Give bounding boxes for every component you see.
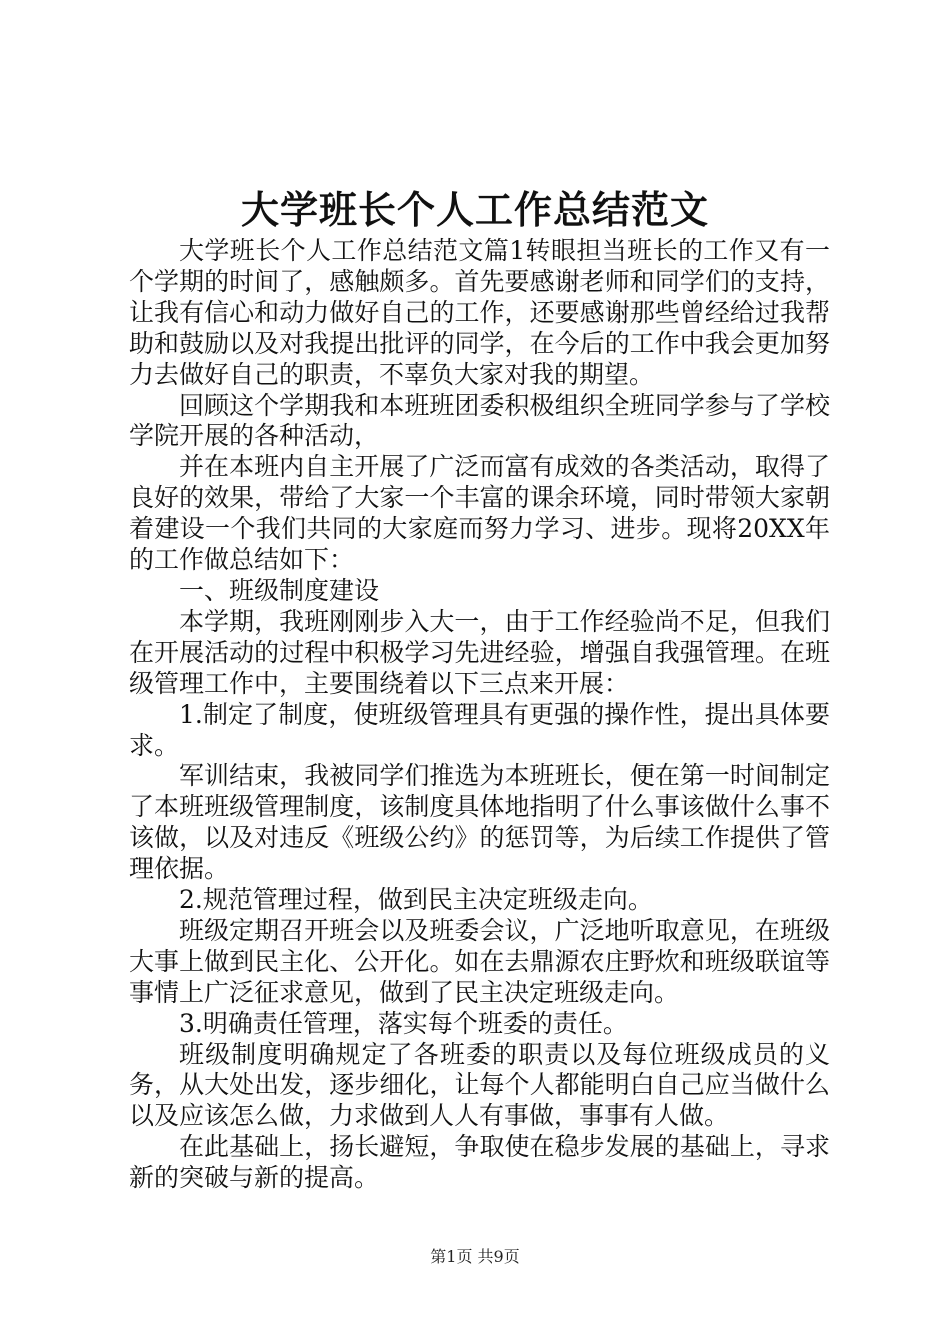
- section-heading-1: 一、班级制度建设: [179, 575, 380, 605]
- document-title: 大学班长个人工作总结范文: [240, 187, 709, 232]
- paragraph-semester: 本学期，我班刚刚步入大一，由于工作经验尚不足，但我们在开展活动的过程中积极学习先进经验，增强自我强管理。在班级管理工作中，主要围绕着以下三点来开展：: [129, 606, 830, 698]
- document-body: [129, 236, 830, 1194]
- page-footer: 第1页 共9页: [430, 1247, 520, 1266]
- paragraph-activities: 并在本班内自主开展了广泛而富有成效的各类活动，取得了良好的效果，带给了大家一个丰富的课余环境，同时带领大家朝着建设一个我们共同的大家庭而努力学习、进步。现将20XX年的工作做总结如下：: [129, 452, 830, 575]
- paragraph-review: 回顾这个学期我和本班班团委积极组织全班同学参与了学校学院开展的各种活动，: [129, 390, 830, 451]
- paragraph-duties: 班级制度明确规定了各班委的职责以及每位班级成员的义务，从大处出发，逐步细化，让每个人都能明白自己应当做什么以及应该怎么做，力求做到人人有事做，事事有人做。: [129, 1039, 830, 1131]
- list-item-3: 3.明确责任管理，落实每个班委的责任。: [179, 1008, 628, 1038]
- list-item-1: 1.制定了制度，使班级管理具有更强的操作性，提出具体要求。: [129, 699, 830, 760]
- paragraph-class-meetings: 班级定期召开班会以及班委会议，广泛地听取意见，在班级大事上做到民主化、公开化。如在去鼎源农庄野炊和班级联谊等事情上广泛征求意见，做到了民主决定班级走向。: [129, 915, 830, 1007]
- paragraph-conclusion: 在此基础上，扬长避短，争取使在稳步发展的基础上，寻求新的突破与新的提高。: [129, 1132, 830, 1193]
- list-item-2: 2.规范管理过程，做到民主决定班级走向。: [179, 885, 653, 915]
- paragraph-military-training: 军训结束，我被同学们推选为本班班长，便在第一时间制定了本班班级管理制度，该制度具体地指明了什么事该做什么事不该做，以及对违反《班级公约》的惩罚等，为后续工作提供了管理依据。: [129, 761, 830, 884]
- paragraph-intro: 大学班长个人工作总结范文篇1转眼担当班长的工作又有一个学期的时间了，感触颇多。首先要感谢老师和同学们的支持，让我有信心和动力做好自己的工作，还要感谢那些曾经给过我帮助和鼓励以及对我提出批评的同学，在今后的工作中我会更加努力去做好自己的职责，不辜负大家对我的期望。: [129, 236, 830, 389]
